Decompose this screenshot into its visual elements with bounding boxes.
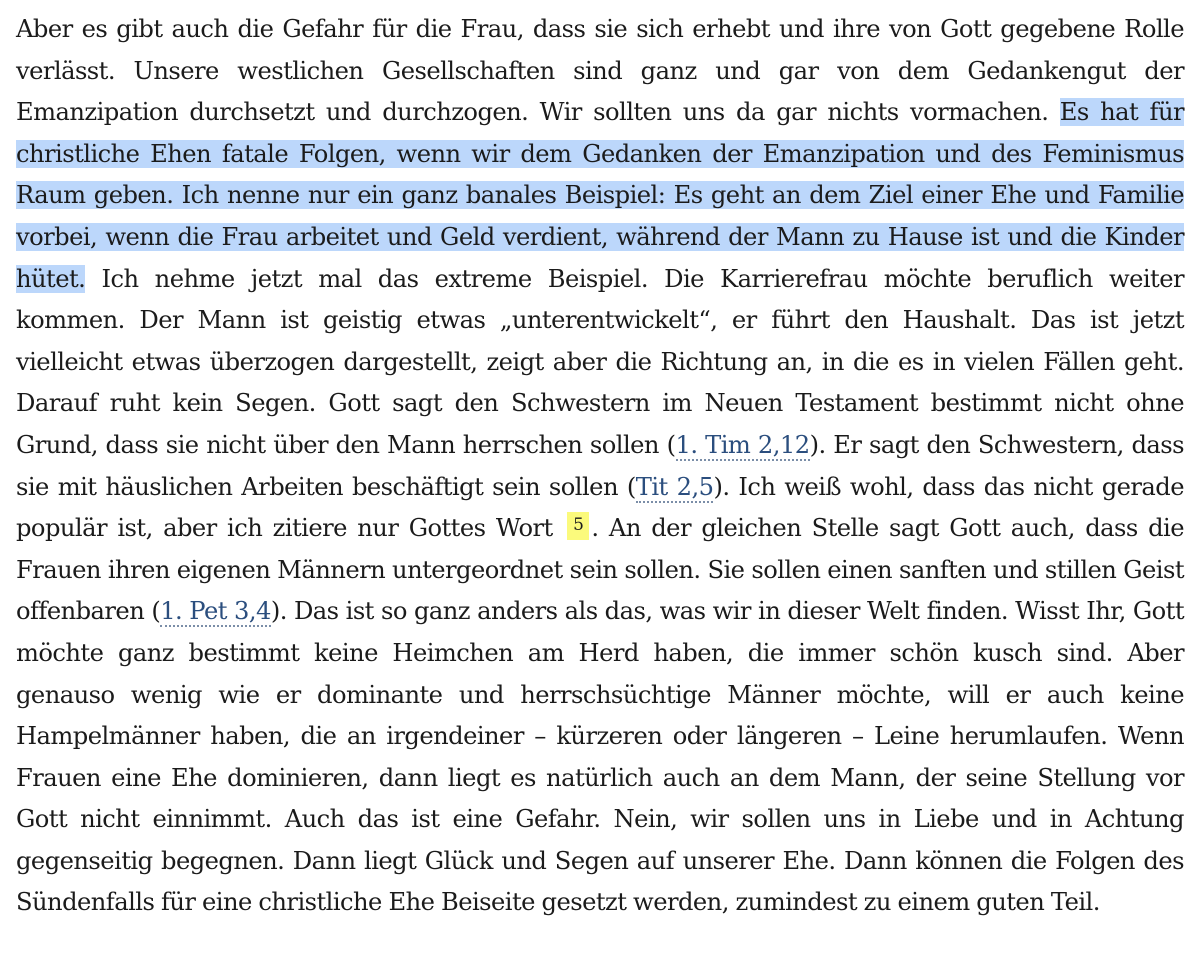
paragraph-text-5: . An der gleichen Stelle sagt Gott auch, dass die Frauen ihren eigenen Männern untergeordnet sein sollen. Sie sollen einen sanften und stillen Geist offenbaren ( (16, 514, 1185, 626)
bible-reference-link-1-pet[interactable]: 1. Pet 3,4 (160, 597, 271, 626)
paragraph-text-6: ). Das ist so ganz anders als das, was wir in dieser Welt finden. Wisst Ihr, Gott möchte ganz bestimmt keine Heimchen am Herd haben, die immer schön kusch sind. Aber genauso wenig wie er dominante und herrschsüchtige Männer möchte, will er auch keine Hampelmänner haben, die an irgendeiner – kürzeren oder längeren – Leine herumlaufen. Wenn Frauen eine Ehe dominieren, dann liegt es natürlich auch an dem Mann, der seine Stellung vor Gott nicht einnimmt. Auch das ist eine Gefahr. Nein, wir sollen uns in Liebe und in Achtung gegenseitig begegnen. Dann liegt Glück und Segen auf unserer Ehe. Dann können die Folgen des Sündenfalls für eine christliche Ehe Beiseite gesetzt werden, zumindest zu einem guten Teil. (16, 597, 1184, 917)
selected-text-highlight[interactable]: Es hat für christliche Ehen fatale Folgen, wenn wir dem Gedanken der Emanzipation und des Feminismus Raum geben. Ich nenne nur ein ganz banales Beispiel: Es geht an dem Ziel einer Ehe und Familie vorbei, wenn die Frau arbeitet und Geld verdient, während der Mann zu Hause ist und die Kinder hütet. (16, 98, 1184, 293)
bible-reference-link-tit[interactable]: Tit 2,5 (635, 472, 714, 501)
paragraph-text-3: ). Er sagt den Schwestern, dass sie mit häuslichen Arbeiten beschäftigt sein sollen ( (16, 430, 1184, 501)
body-paragraph (16, 9, 1184, 924)
paragraph-text-1: Aber es gibt auch die Gefahr für die Frau, dass sie sich erhebt und ihre von Gott gegebene Rolle verlässt. Unsere westlichen Gesellschaften sind ganz und gar von dem Gedankengut der Emanzipation durchsetzt und durchzogen. Wir sollten uns da gar nichts vormachen. (16, 15, 1184, 127)
footnote-marker[interactable]: 5 (567, 512, 589, 540)
paragraph-text-2: Ich nehme jetzt mal das extreme Beispiel. Die Karrierefrau möchte beruflich weiter kommen. Der Mann ist geistig etwas „unterentwickelt“, er führt den Haushalt. Das ist jetzt vielleicht etwas überzogen dargestellt, zeigt aber die Richtung an, in die es in vielen Fällen geht. Darauf ruht kein Segen. Gott sagt den Schwestern im Neuen Testament bestimmt nicht ohne Grund, dass sie nicht über den Mann herrschen sollen ( (16, 264, 1184, 459)
bible-reference-link-1-tim[interactable]: 1. Tim 2,12 (675, 430, 810, 459)
paragraph-text-4: ). Ich weiß wohl, dass das nicht gerade populär ist, aber ich zitiere nur Gottes Wort (16, 472, 1184, 543)
